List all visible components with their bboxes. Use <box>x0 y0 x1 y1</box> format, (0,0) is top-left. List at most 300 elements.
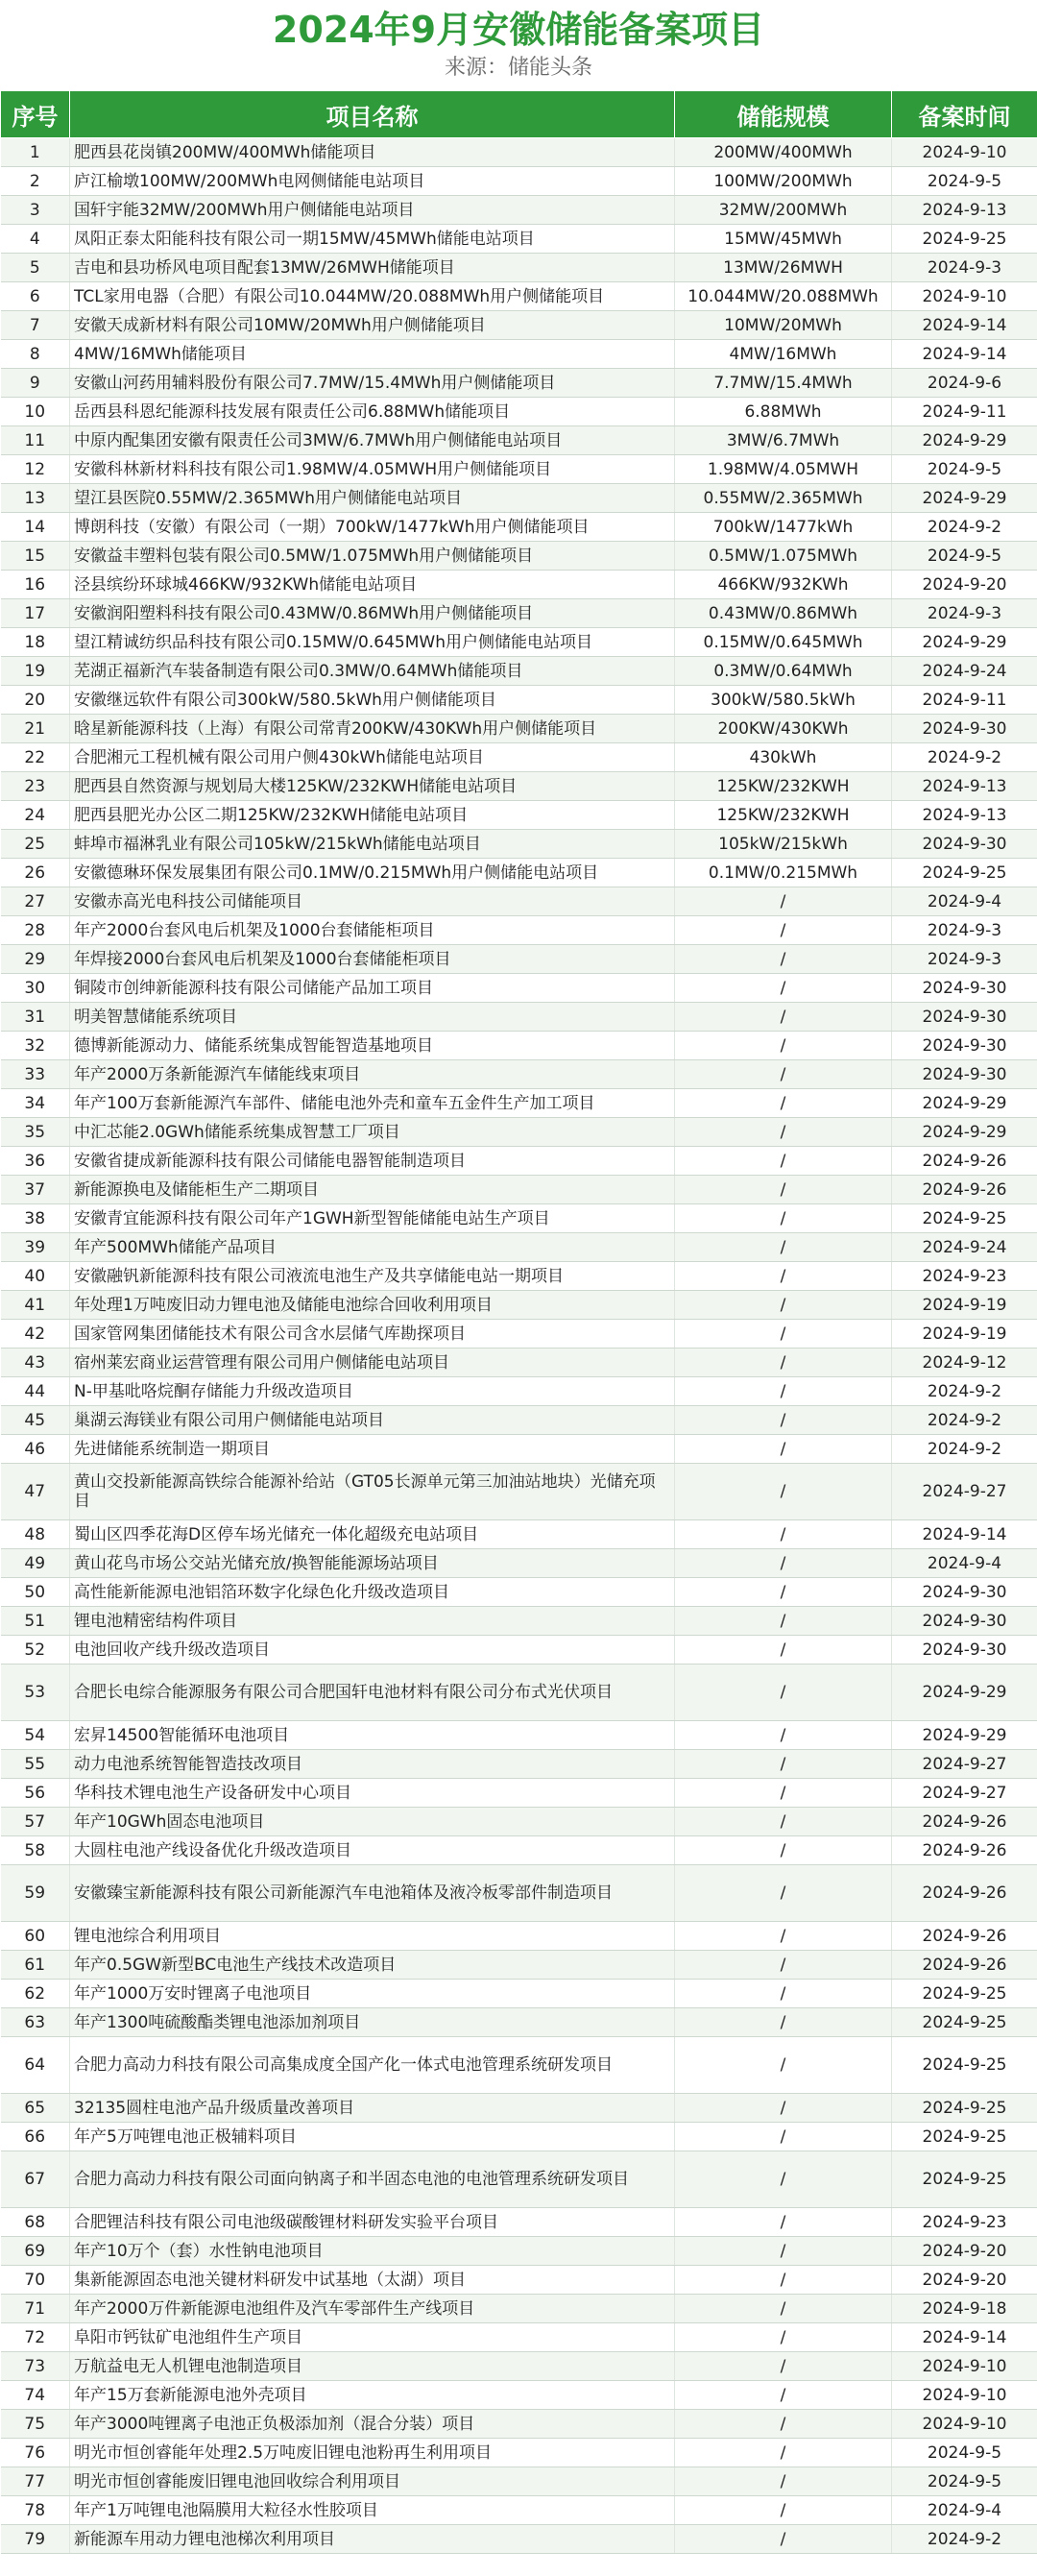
project-name-cell: 晗星新能源科技（上海）有限公司常青200KW/430KWh用户侧储能项目 <box>70 715 675 743</box>
row-index-cell: 1 <box>1 138 70 167</box>
row-index-cell: 46 <box>1 1435 70 1464</box>
filing-date-cell: 2024-9-25 <box>892 2123 1037 2151</box>
storage-scale-cell: / <box>675 1406 892 1435</box>
table-row <box>1 974 1037 1003</box>
project-name-cell: N-甲基吡咯烷酮存储能力升级改造项目 <box>70 1377 675 1406</box>
storage-scale-cell: / <box>675 1291 892 1320</box>
storage-scale-cell: / <box>675 2467 892 2496</box>
filing-date-cell: 2024-9-25 <box>892 2037 1037 2094</box>
table-row <box>1 743 1037 772</box>
table-row <box>1 1118 1037 1147</box>
filing-date-cell: 2024-9-30 <box>892 1060 1037 1089</box>
storage-scale-cell: / <box>675 2237 892 2266</box>
filing-date-cell: 2024-9-29 <box>892 1665 1037 1721</box>
row-index-cell: 61 <box>1 1951 70 1980</box>
project-name-cell: 中原内配集团安徽有限责任公司3MW/6.7MWh用户侧储能电站项目 <box>70 426 675 455</box>
row-index-cell: 59 <box>1 1865 70 1922</box>
project-name-cell: 大圆柱电池产线设备优化升级改造项目 <box>70 1836 675 1865</box>
filing-date-cell: 2024-9-30 <box>892 1003 1037 1032</box>
row-index-cell: 69 <box>1 2237 70 2266</box>
storage-scale-cell: 15MW/45MWh <box>675 225 892 254</box>
filing-date-cell: 2024-9-13 <box>892 772 1037 801</box>
filing-date-cell: 2024-9-29 <box>892 1721 1037 1750</box>
table-body <box>1 138 1037 2554</box>
project-name-cell: 安徽德琳环保发展集团有限公司0.1MW/0.215MWh用户侧储能电站项目 <box>70 859 675 887</box>
table-row <box>1 167 1037 196</box>
filing-date-cell: 2024-9-25 <box>892 859 1037 887</box>
table-row <box>1 1204 1037 1233</box>
table-row <box>1 772 1037 801</box>
storage-scale-cell: / <box>675 1176 892 1204</box>
table-row <box>1 859 1037 887</box>
project-name-cell: 安徽科林新材料科技有限公司1.98MW/4.05MWH用户侧储能项目 <box>70 455 675 484</box>
row-index-cell: 11 <box>1 426 70 455</box>
table-row <box>1 1779 1037 1808</box>
filing-date-cell: 2024-9-14 <box>892 1520 1037 1549</box>
row-index-cell: 60 <box>1 1922 70 1951</box>
row-index-cell: 52 <box>1 1636 70 1665</box>
row-index-cell: 29 <box>1 945 70 974</box>
project-name-cell: 年产1300吨硫酸酯类锂电池添加剂项目 <box>70 2008 675 2037</box>
storage-scale-cell: 32MW/200MWh <box>675 196 892 225</box>
table-row <box>1 225 1037 254</box>
filing-date-cell: 2024-9-25 <box>892 1980 1037 2008</box>
table-row <box>1 282 1037 311</box>
row-index-cell: 54 <box>1 1721 70 1750</box>
storage-scale-cell: 0.1MW/0.215MWh <box>675 859 892 887</box>
project-name-cell: 庐江榆墩100MW/200MWh电网侧储能电站项目 <box>70 167 675 196</box>
filing-date-cell: 2024-9-30 <box>892 1032 1037 1060</box>
row-index-cell: 22 <box>1 743 70 772</box>
row-index-cell: 21 <box>1 715 70 743</box>
row-index-cell: 66 <box>1 2123 70 2151</box>
project-name-cell: 国轩宇能32MW/200MWh用户侧储能电站项目 <box>70 196 675 225</box>
project-name-cell: 安徽润阳塑料科技有限公司0.43MW/0.86MWh用户侧储能项目 <box>70 599 675 628</box>
storage-scale-cell: 300kW/580.5kWh <box>675 686 892 715</box>
table-row <box>1 2208 1037 2237</box>
filing-date-cell: 2024-9-24 <box>892 657 1037 686</box>
storage-scale-cell: / <box>675 2151 892 2208</box>
project-name-cell: 博朗科技（安徽）有限公司（一期）700kW/1477kWh用户侧储能项目 <box>70 513 675 542</box>
row-index-cell: 50 <box>1 1578 70 1607</box>
table-row <box>1 455 1037 484</box>
table-row <box>1 1147 1037 1176</box>
table-row <box>1 1607 1037 1636</box>
project-name-cell: 合肥锂洁科技有限公司电池级碳酸锂材料研发实验平台项目 <box>70 2208 675 2237</box>
row-index-cell: 8 <box>1 340 70 369</box>
storage-scale-cell: / <box>675 1721 892 1750</box>
storage-scale-cell: / <box>675 2323 892 2352</box>
filing-date-cell: 2024-9-2 <box>892 1435 1037 1464</box>
project-name-cell: 年产3000吨锂离子电池正负极添加剂（混合分装）项目 <box>70 2410 675 2439</box>
row-index-cell: 6 <box>1 282 70 311</box>
source-note: 来源：储能头条 <box>444 56 592 80</box>
table-row <box>1 2352 1037 2381</box>
storage-scale-cell: 200MW/400MWh <box>675 138 892 167</box>
storage-scale-cell: 466KW/932KWh <box>675 571 892 599</box>
filing-date-cell: 2024-9-10 <box>892 2381 1037 2410</box>
filing-date-cell: 2024-9-3 <box>892 916 1037 945</box>
table-row <box>1 599 1037 628</box>
table-row <box>1 945 1037 974</box>
filing-date-cell: 2024-9-5 <box>892 167 1037 196</box>
table-row <box>1 1320 1037 1349</box>
row-index-cell: 75 <box>1 2410 70 2439</box>
project-name-cell: 先进储能系统制造一期项目 <box>70 1435 675 1464</box>
project-name-cell: 安徽山河药用辅料股份有限公司7.7MW/15.4MWh用户侧储能项目 <box>70 369 675 398</box>
project-name-cell: 合肥长电综合能源服务有限公司合肥国轩电池材料有限公司分布式光伏项目 <box>70 1665 675 1721</box>
storage-scale-cell: / <box>675 1464 892 1520</box>
table-row <box>1 1089 1037 1118</box>
filing-date-cell: 2024-9-13 <box>892 196 1037 225</box>
project-name-cell: 32135圆柱电池产品升级质量改善项目 <box>70 2094 675 2123</box>
row-index-cell: 76 <box>1 2439 70 2467</box>
filing-date-cell: 2024-9-25 <box>892 2008 1037 2037</box>
row-index-cell: 55 <box>1 1750 70 1779</box>
row-index-cell: 42 <box>1 1320 70 1349</box>
storage-scale-cell: 3MW/6.7MWh <box>675 426 892 455</box>
row-index-cell: 44 <box>1 1377 70 1406</box>
row-index-cell: 39 <box>1 1233 70 1262</box>
storage-scale-cell: 1.98MW/4.05MWH <box>675 455 892 484</box>
project-name-cell: 高性能新能源电池铝箔环数字化绿色化升级改造项目 <box>70 1578 675 1607</box>
filing-date-cell: 2024-9-3 <box>892 254 1037 282</box>
row-index-cell: 25 <box>1 830 70 859</box>
filing-date-cell: 2024-9-5 <box>892 542 1037 571</box>
project-name-cell: 万航益电无人机锂电池制造项目 <box>70 2352 675 2381</box>
table-row <box>1 1060 1037 1089</box>
storage-scale-cell: / <box>675 2008 892 2037</box>
project-name-cell: 阜阳市钙钛矿电池组件生产项目 <box>70 2323 675 2352</box>
filing-date-cell: 2024-9-26 <box>892 1147 1037 1176</box>
storage-scale-cell: / <box>675 945 892 974</box>
storage-scale-cell: / <box>675 2496 892 2525</box>
table-row <box>1 1865 1037 1922</box>
storage-scale-cell: / <box>675 1607 892 1636</box>
filing-date-cell: 2024-9-26 <box>892 1808 1037 1836</box>
table-row <box>1 2008 1037 2037</box>
filing-date-cell: 2024-9-23 <box>892 1262 1037 1291</box>
table-row <box>1 1262 1037 1291</box>
storage-scale-cell: 125KW/232KWH <box>675 801 892 830</box>
project-name-cell: 年产1000万安时锂离子电池项目 <box>70 1980 675 2008</box>
storage-scale-cell: / <box>675 1951 892 1980</box>
row-index-cell: 79 <box>1 2525 70 2554</box>
filing-date-cell: 2024-9-29 <box>892 426 1037 455</box>
project-name-cell: 国家管网集团储能技术有限公司含水层储气库勘探项目 <box>70 1320 675 1349</box>
storage-scale-cell: 13MW/26MWH <box>675 254 892 282</box>
project-name-cell: 明光市恒创睿能废旧锂电池回收综合利用项目 <box>70 2467 675 2496</box>
column-header-filing-date: 备案时间 <box>892 91 1037 138</box>
project-name-cell: 泾县缤纷环球城466KW/932KWh储能电站项目 <box>70 571 675 599</box>
project-name-cell: 黄山交投新能源高铁综合能源补给站（GT05长源单元第三加油站地块）光储充项目 <box>70 1464 675 1520</box>
project-name-cell: 铜陵市创绅新能源科技有限公司储能产品加工项目 <box>70 974 675 1003</box>
table-row <box>1 1922 1037 1951</box>
filing-date-cell: 2024-9-25 <box>892 1204 1037 1233</box>
storage-scale-cell: / <box>675 1032 892 1060</box>
filing-date-cell: 2024-9-4 <box>892 887 1037 916</box>
project-name-cell: TCL家用电器（合肥）有限公司10.044MW/20.088MWh用户侧储能项目 <box>70 282 675 311</box>
storage-scale-cell: / <box>675 2439 892 2467</box>
row-index-cell: 23 <box>1 772 70 801</box>
filing-date-cell: 2024-9-14 <box>892 2323 1037 2352</box>
row-index-cell: 49 <box>1 1549 70 1578</box>
filing-date-cell: 2024-9-30 <box>892 1607 1037 1636</box>
filing-date-cell: 2024-9-27 <box>892 1779 1037 1808</box>
storage-scale-cell: / <box>675 1836 892 1865</box>
project-name-cell: 蚌埠市福淋乳业有限公司105kW/215kWh储能电站项目 <box>70 830 675 859</box>
table-row <box>1 2439 1037 2467</box>
project-name-cell: 新能源车用动力锂电池梯次利用项目 <box>70 2525 675 2554</box>
filing-date-cell: 2024-9-29 <box>892 628 1037 657</box>
filing-date-cell: 2024-9-2 <box>892 513 1037 542</box>
storage-scale-cell: / <box>675 1262 892 1291</box>
table-row <box>1 1636 1037 1665</box>
filing-date-cell: 2024-9-14 <box>892 311 1037 340</box>
table-row <box>1 571 1037 599</box>
row-index-cell: 18 <box>1 628 70 657</box>
table-row <box>1 2151 1037 2208</box>
project-name-cell: 安徽融钒新能源科技有限公司液流电池生产及共享储能电站一期项目 <box>70 1262 675 1291</box>
table-row <box>1 1578 1037 1607</box>
project-name-cell: 年产0.5GW新型BC电池生产线技术改造项目 <box>70 1951 675 1980</box>
filing-date-cell: 2024-9-2 <box>892 1377 1037 1406</box>
filing-date-cell: 2024-9-3 <box>892 945 1037 974</box>
filing-date-cell: 2024-9-26 <box>892 1836 1037 1865</box>
project-name-cell: 安徽青宜能源科技有限公司年产1GWH新型智能储能电站生产项目 <box>70 1204 675 1233</box>
row-index-cell: 71 <box>1 2295 70 2323</box>
table-row <box>1 2094 1037 2123</box>
project-name-cell: 年产2000万件新能源电池组件及汽车零部件生产线项目 <box>70 2295 675 2323</box>
table-row <box>1 484 1037 513</box>
storage-scale-cell: / <box>675 2123 892 2151</box>
storage-scale-cell: / <box>675 887 892 916</box>
row-index-cell: 68 <box>1 2208 70 2237</box>
project-name-cell: 合肥力高动力科技有限公司高集成度全国产化一体式电池管理系统研发项目 <box>70 2037 675 2094</box>
storage-scale-cell: / <box>675 1435 892 1464</box>
table-row <box>1 916 1037 945</box>
storage-scale-cell: / <box>675 2525 892 2554</box>
row-index-cell: 57 <box>1 1808 70 1836</box>
project-name-cell: 宿州莱宏商业运营管理有限公司用户侧储能电站项目 <box>70 1349 675 1377</box>
table-row <box>1 2037 1037 2094</box>
filing-date-cell: 2024-9-14 <box>892 340 1037 369</box>
row-index-cell: 63 <box>1 2008 70 2037</box>
row-index-cell: 72 <box>1 2323 70 2352</box>
row-index-cell: 38 <box>1 1204 70 1233</box>
storage-scale-cell: / <box>675 916 892 945</box>
project-name-cell: 动力电池系统智能智造技改项目 <box>70 1750 675 1779</box>
row-index-cell: 36 <box>1 1147 70 1176</box>
table-row <box>1 1349 1037 1377</box>
project-name-cell: 新能源换电及储能柜生产二期项目 <box>70 1176 675 1204</box>
storage-scale-cell: / <box>675 2094 892 2123</box>
project-name-cell: 年产1万吨锂电池隔膜用大粒径水性胶项目 <box>70 2496 675 2525</box>
row-index-cell: 35 <box>1 1118 70 1147</box>
table-row <box>1 1750 1037 1779</box>
filing-date-cell: 2024-9-13 <box>892 801 1037 830</box>
filing-date-cell: 2024-9-3 <box>892 599 1037 628</box>
filing-date-cell: 2024-9-10 <box>892 138 1037 167</box>
filing-date-cell: 2024-9-11 <box>892 686 1037 715</box>
filing-date-cell: 2024-9-30 <box>892 1578 1037 1607</box>
table-row <box>1 398 1037 426</box>
row-index-cell: 16 <box>1 571 70 599</box>
row-index-cell: 31 <box>1 1003 70 1032</box>
project-name-cell: 安徽继远软件有限公司300kW/580.5kWh用户侧储能项目 <box>70 686 675 715</box>
filing-date-cell: 2024-9-2 <box>892 743 1037 772</box>
storage-scale-cell: / <box>675 1865 892 1922</box>
table-row <box>1 2496 1037 2525</box>
table-row <box>1 2525 1037 2554</box>
storage-scale-cell: 0.3MW/0.64MWh <box>675 657 892 686</box>
table-row <box>1 1233 1037 1262</box>
project-name-cell: 年产10万个（套）水性钠电池项目 <box>70 2237 675 2266</box>
table-row <box>1 801 1037 830</box>
table-row <box>1 1836 1037 1865</box>
table-row <box>1 369 1037 398</box>
project-name-cell: 凤阳正泰太阳能科技有限公司一期15MW/45MWh储能电站项目 <box>70 225 675 254</box>
row-index-cell: 53 <box>1 1665 70 1721</box>
row-index-cell: 13 <box>1 484 70 513</box>
project-name-cell: 合肥力高动力科技有限公司面向钠离子和半固态电池的电池管理系统研发项目 <box>70 2151 675 2208</box>
table-row <box>1 715 1037 743</box>
project-name-cell: 年产5万吨锂电池正极辅料项目 <box>70 2123 675 2151</box>
project-name-cell: 安徽赤高光电科技公司储能项目 <box>70 887 675 916</box>
row-index-cell: 56 <box>1 1779 70 1808</box>
project-name-cell: 肥西县肥光办公区二期125KW/232KWH储能电站项目 <box>70 801 675 830</box>
filing-date-cell: 2024-9-25 <box>892 2094 1037 2123</box>
storage-scale-cell: / <box>675 1922 892 1951</box>
filing-date-cell: 2024-9-20 <box>892 2237 1037 2266</box>
row-index-cell: 19 <box>1 657 70 686</box>
filing-date-cell: 2024-9-26 <box>892 1951 1037 1980</box>
row-index-cell: 70 <box>1 2266 70 2295</box>
row-index-cell: 5 <box>1 254 70 282</box>
project-name-cell: 年焊接2000台套风电后机架及1000台套储能柜项目 <box>70 945 675 974</box>
row-index-cell: 37 <box>1 1176 70 1204</box>
storage-scale-cell: / <box>675 1520 892 1549</box>
row-index-cell: 2 <box>1 167 70 196</box>
filing-date-cell: 2024-9-29 <box>892 1089 1037 1118</box>
row-index-cell: 43 <box>1 1349 70 1377</box>
row-index-cell: 20 <box>1 686 70 715</box>
table-row <box>1 1406 1037 1435</box>
project-name-cell: 中汇芯能2.0GWh储能系统集成智慧工厂项目 <box>70 1118 675 1147</box>
filing-date-cell: 2024-9-4 <box>892 2496 1037 2525</box>
storage-scale-cell: / <box>675 1320 892 1349</box>
project-name-cell: 4MW/16MWh储能项目 <box>70 340 675 369</box>
storage-scale-cell: / <box>675 2295 892 2323</box>
row-index-cell: 17 <box>1 599 70 628</box>
storage-scale-cell: / <box>675 1060 892 1089</box>
column-header-storage-scale: 储能规模 <box>675 91 892 138</box>
project-name-cell: 肥西县花岗镇200MW/400MWh储能项目 <box>70 138 675 167</box>
row-index-cell: 32 <box>1 1032 70 1060</box>
project-name-cell: 电池回收产线升级改造项目 <box>70 1636 675 1665</box>
row-index-cell: 24 <box>1 801 70 830</box>
project-name-cell: 德博新能源动力、储能系统集成智能智造基地项目 <box>70 1032 675 1060</box>
storage-scale-cell: 0.15MW/0.645MWh <box>675 628 892 657</box>
row-index-cell: 78 <box>1 2496 70 2525</box>
row-index-cell: 45 <box>1 1406 70 1435</box>
filing-date-cell: 2024-9-23 <box>892 2208 1037 2237</box>
project-name-cell: 望江县医院0.55MW/2.365MWh用户侧储能电站项目 <box>70 484 675 513</box>
table-row <box>1 2323 1037 2352</box>
table-row <box>1 887 1037 916</box>
storage-scale-cell: / <box>675 2410 892 2439</box>
table-row <box>1 1520 1037 1549</box>
row-index-cell: 67 <box>1 2151 70 2208</box>
filing-date-cell: 2024-9-10 <box>892 2410 1037 2439</box>
page-header <box>0 0 1037 90</box>
filing-date-cell: 2024-9-11 <box>892 398 1037 426</box>
storage-scale-cell: / <box>675 1549 892 1578</box>
storage-scale-cell: 430kWh <box>675 743 892 772</box>
project-name-cell: 肥西县自然资源与规划局大楼125KW/232KWH储能电站项目 <box>70 772 675 801</box>
table-row <box>1 340 1037 369</box>
page-title: 2024年9月安徽储能备案项目 <box>272 9 765 51</box>
filing-date-cell: 2024-9-2 <box>892 2525 1037 2554</box>
storage-scale-cell: / <box>675 2381 892 2410</box>
row-index-cell: 47 <box>1 1464 70 1520</box>
filing-date-cell: 2024-9-24 <box>892 1233 1037 1262</box>
storage-scale-cell: / <box>675 1980 892 2008</box>
project-name-cell: 年产500MWh储能产品项目 <box>70 1233 675 1262</box>
filing-date-cell: 2024-9-19 <box>892 1320 1037 1349</box>
row-index-cell: 40 <box>1 1262 70 1291</box>
row-index-cell: 3 <box>1 196 70 225</box>
table-row <box>1 2237 1037 2266</box>
filing-date-cell: 2024-9-26 <box>892 1865 1037 1922</box>
storage-scale-cell: 6.88MWh <box>675 398 892 426</box>
row-index-cell: 64 <box>1 2037 70 2094</box>
storage-scale-cell: / <box>675 1779 892 1808</box>
filing-date-cell: 2024-9-27 <box>892 1750 1037 1779</box>
project-name-cell: 安徽臻宝新能源科技有限公司新能源汽车电池箱体及液冷板零部件制造项目 <box>70 1865 675 1922</box>
storage-scale-cell: / <box>675 1665 892 1721</box>
filing-date-cell: 2024-9-30 <box>892 830 1037 859</box>
row-index-cell: 34 <box>1 1089 70 1118</box>
storage-scale-cell: 0.43MW/0.86MWh <box>675 599 892 628</box>
table-row <box>1 1176 1037 1204</box>
storage-scale-cell: 125KW/232KWH <box>675 772 892 801</box>
project-name-cell: 集新能源固态电池关键材料研发中试基地（太湖）项目 <box>70 2266 675 2295</box>
table-row <box>1 830 1037 859</box>
table-row <box>1 1435 1037 1464</box>
storage-scale-cell: 200KW/430KWh <box>675 715 892 743</box>
table-row <box>1 1980 1037 2008</box>
storage-scale-cell: / <box>675 2037 892 2094</box>
storage-scale-cell: 7.7MW/15.4MWh <box>675 369 892 398</box>
table-row <box>1 138 1037 167</box>
project-name-cell: 年产10GWh固态电池项目 <box>70 1808 675 1836</box>
storage-scale-cell: / <box>675 1089 892 1118</box>
filing-date-cell: 2024-9-6 <box>892 369 1037 398</box>
project-name-cell: 安徽益丰塑料包装有限公司0.5MW/1.075MWh用户侧储能项目 <box>70 542 675 571</box>
storage-scale-cell: / <box>675 1578 892 1607</box>
project-name-cell: 宏昇14500智能循环电池项目 <box>70 1721 675 1750</box>
filing-date-cell: 2024-9-10 <box>892 2352 1037 2381</box>
table-row <box>1 686 1037 715</box>
column-header-index: 序号 <box>1 91 70 138</box>
filing-date-cell: 2024-9-20 <box>892 571 1037 599</box>
filing-date-cell: 2024-9-30 <box>892 974 1037 1003</box>
storage-scale-cell: / <box>675 2352 892 2381</box>
table-row <box>1 1291 1037 1320</box>
table-row <box>1 513 1037 542</box>
project-name-cell: 年产2000万条新能源汽车储能线束项目 <box>70 1060 675 1089</box>
